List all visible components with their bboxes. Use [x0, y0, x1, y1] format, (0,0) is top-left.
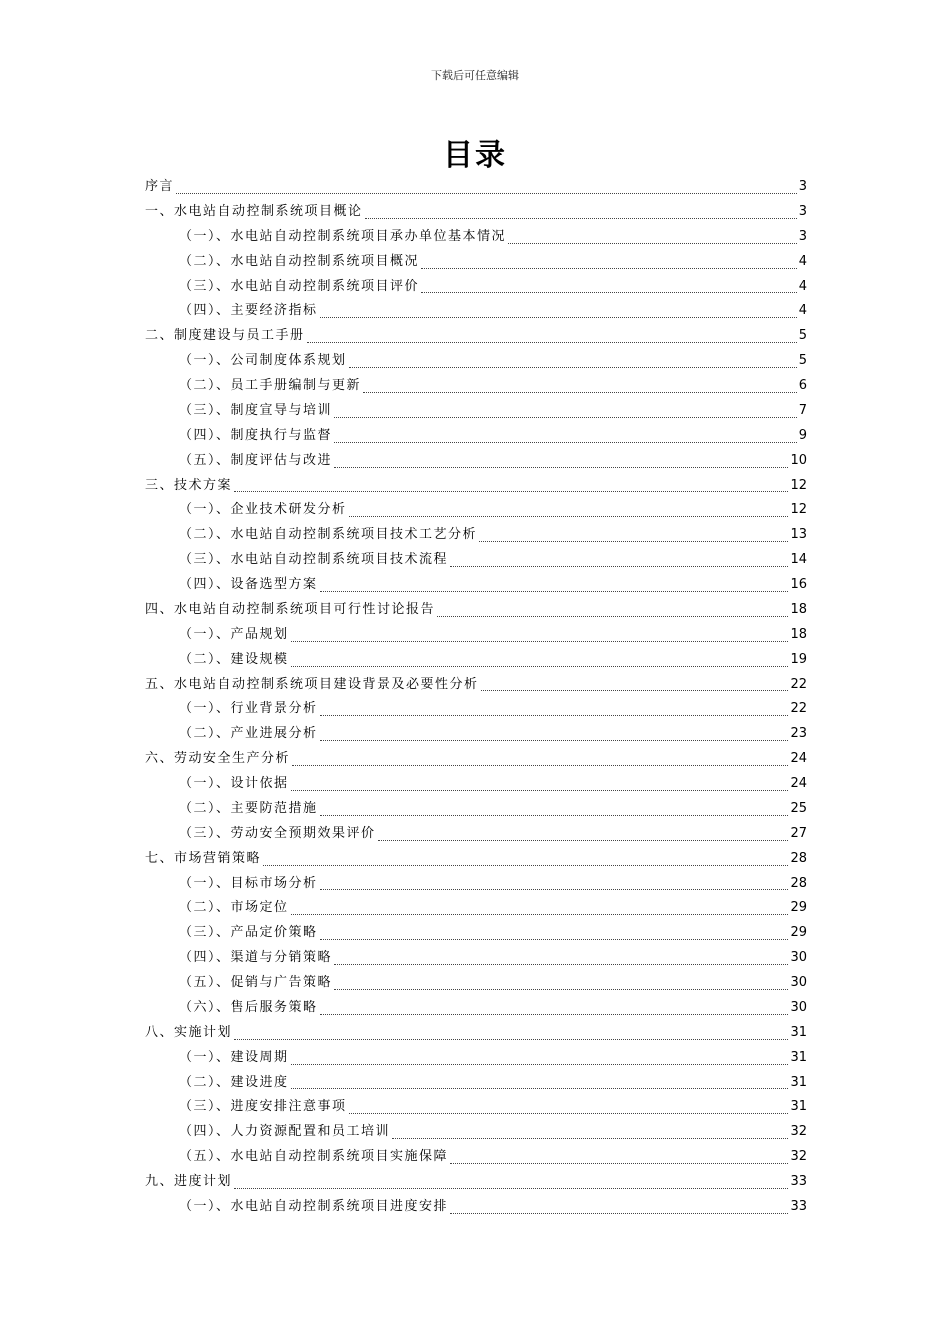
toc-entry[interactable]: [145, 349, 807, 374]
toc-entry[interactable]: [145, 747, 807, 772]
toc-entry[interactable]: [145, 946, 807, 971]
toc-entry-page-number: 12: [790, 502, 807, 518]
dot-leader: [176, 183, 797, 194]
dot-leader: [392, 1128, 788, 1139]
toc-entry-page-number: 32: [790, 1149, 807, 1165]
toc-entry-label: 九、进度计划: [145, 1174, 233, 1189]
toc-entry[interactable]: [145, 1170, 807, 1195]
dot-leader: [320, 1004, 789, 1015]
toc-entry-label: （四）、制度执行与监督: [179, 427, 333, 443]
toc-entry-label: （四）、渠道与分销策略: [179, 950, 333, 966]
toc-entry[interactable]: [145, 1120, 807, 1145]
dot-leader: [437, 606, 788, 617]
toc-entry[interactable]: [145, 673, 807, 698]
toc-entry-page-number: 28: [790, 875, 807, 891]
toc-entry-page-number: 30: [790, 975, 807, 990]
toc-entry-page-number: 14: [790, 552, 807, 568]
toc-entry-label: （一）、公司制度体系规划: [179, 353, 347, 369]
dot-leader: [234, 1029, 788, 1040]
toc-entry-label: 序言: [145, 179, 175, 194]
toc-entry-page-number: 31: [790, 1049, 807, 1065]
dot-leader: [291, 904, 789, 915]
toc-entry[interactable]: [145, 722, 807, 747]
toc-entry[interactable]: [145, 548, 807, 573]
toc-entry-page-number: 4: [798, 278, 807, 294]
toc-entry-label: （二）、市场定位: [179, 900, 289, 916]
toc-entry-page-number: 12: [790, 477, 807, 493]
toc-entry-label: 三、技术方案: [145, 477, 233, 493]
toc-entry[interactable]: [145, 896, 807, 921]
toc-entry[interactable]: [145, 1021, 807, 1046]
toc-entry-label: （一）、建设周期: [179, 1049, 289, 1065]
toc-entry[interactable]: [145, 498, 807, 523]
toc-entry-page-number: 23: [790, 726, 807, 742]
toc-entry[interactable]: [145, 1046, 807, 1071]
toc-entry-label: 四、水电站自动控制系统项目可行性讨论报告: [145, 601, 436, 617]
toc-entry-page-number: 9: [798, 427, 807, 443]
toc-entry-label: （一）、目标市场分析: [179, 875, 318, 891]
toc-entry-page-number: 24: [790, 776, 807, 791]
toc-entry-label: （一）、设计依据: [179, 776, 289, 791]
toc-entry-label: 一、水电站自动控制系统项目概论: [145, 203, 363, 219]
toc-entry-page-number: 18: [790, 601, 807, 617]
toc-entry-label: 七、市场营销策略: [145, 850, 262, 866]
toc-entry-label: （二）、水电站自动控制系统项目技术工艺分析: [179, 527, 478, 543]
toc-entry-page-number: 5: [798, 328, 807, 344]
toc-entry[interactable]: [145, 424, 807, 449]
toc-entry-label: （三）、水电站自动控制系统项目评价: [179, 278, 420, 294]
toc-entry-page-number: 10: [790, 452, 807, 468]
toc-entry[interactable]: [145, 324, 807, 349]
toc-entry[interactable]: [145, 847, 807, 872]
toc-entry-page-number: 30: [790, 999, 807, 1015]
toc-entry[interactable]: [145, 1095, 807, 1120]
toc-entry[interactable]: [145, 250, 807, 275]
toc-entry[interactable]: [145, 623, 807, 648]
toc-title: 目录: [443, 138, 507, 173]
toc-entry-label: 二、制度建设与员工手册: [145, 328, 305, 344]
toc-entry-label: （四）、人力资源配置和员工培训: [179, 1124, 391, 1140]
toc-entry-label: （二）、建设规模: [179, 651, 289, 667]
toc-entry-page-number: 33: [790, 1198, 807, 1214]
dot-leader: [349, 357, 797, 368]
toc-entry-page-number: 5: [798, 353, 807, 369]
toc-entry[interactable]: [145, 299, 807, 324]
dot-leader: [320, 929, 789, 940]
dot-leader: [450, 1153, 788, 1164]
toc-entry-page-number: 4: [798, 303, 807, 319]
dot-leader: [291, 1054, 789, 1065]
toc-entry[interactable]: [145, 275, 807, 300]
toc-entry[interactable]: [145, 399, 807, 424]
dot-leader: [363, 382, 797, 393]
toc-entry-page-number: 31: [790, 1024, 807, 1040]
toc-entry-label: （三）、水电站自动控制系统项目技术流程: [179, 552, 449, 568]
dot-leader: [450, 556, 788, 567]
dot-leader: [291, 631, 789, 642]
toc-entry-page-number: 28: [790, 850, 807, 866]
toc-entry-page-number: 27: [790, 825, 807, 841]
toc-entry-page-number: 18: [790, 626, 807, 642]
toc-entry-label: （四）、设备选型方案: [179, 577, 318, 592]
toc-entry[interactable]: [145, 573, 807, 598]
toc-entry-page-number: 16: [790, 577, 807, 592]
toc-entry-page-number: 3: [798, 228, 807, 244]
toc-entry-label: （一）、产品规划: [179, 626, 289, 642]
dot-leader: [334, 432, 797, 443]
toc-entry-page-number: 3: [798, 179, 807, 194]
dot-leader: [365, 208, 797, 219]
page-header-note: 下载后可任意编辑: [431, 69, 519, 82]
toc-entry[interactable]: [145, 474, 807, 499]
dot-leader: [349, 1103, 789, 1114]
toc-entry[interactable]: [145, 697, 807, 722]
toc-entry-page-number: 33: [790, 1174, 807, 1189]
dot-leader: [334, 407, 797, 418]
dot-leader: [320, 705, 789, 716]
toc-entry[interactable]: [145, 1071, 807, 1096]
toc-entry[interactable]: [145, 374, 807, 399]
toc-entry-label: （五）、制度评估与改进: [179, 452, 333, 468]
dot-leader: [421, 258, 797, 269]
toc-entry-label: 八、实施计划: [145, 1024, 233, 1040]
toc-entry-label: 六、劳动安全生产分析: [145, 751, 291, 767]
toc-entry-page-number: 7: [798, 402, 807, 418]
toc-entry-page-number: 31: [790, 1099, 807, 1115]
dot-leader: [291, 780, 789, 791]
toc-entry-page-number: 24: [790, 751, 807, 767]
dot-leader: [320, 879, 789, 890]
toc-entry-page-number: 4: [798, 253, 807, 269]
dot-leader: [334, 457, 788, 468]
toc-entry-page-number: 29: [790, 900, 807, 916]
toc-entry-label: （二）、员工手册编制与更新: [179, 378, 362, 393]
toc-entry[interactable]: [145, 1145, 807, 1170]
toc-entry-label: （三）、产品定价策略: [179, 925, 318, 941]
toc-entry[interactable]: [145, 822, 807, 847]
toc-entry-label: （二）、水电站自动控制系统项目概况: [179, 253, 420, 269]
dot-leader: [320, 307, 797, 318]
dot-leader: [263, 855, 788, 866]
toc-entry-label: （一）、水电站自动控制系统项目进度安排: [179, 1198, 449, 1214]
toc-entry-page-number: 25: [790, 800, 807, 816]
toc-entry-label: （四）、主要经济指标: [179, 303, 318, 319]
dot-leader: [334, 979, 788, 990]
dot-leader: [320, 730, 789, 741]
dot-leader: [479, 531, 788, 542]
dot-leader: [307, 332, 797, 343]
toc-entry-page-number: 31: [790, 1074, 807, 1090]
toc-entry-label: （五）、促销与广告策略: [179, 975, 333, 990]
toc-entry[interactable]: [145, 772, 807, 797]
toc-entry-label: （二）、产业进展分析: [179, 726, 318, 742]
toc-entry[interactable]: [145, 1195, 807, 1220]
dot-leader: [234, 1178, 788, 1189]
table-of-contents: [145, 175, 807, 1220]
toc-entry-label: 五、水电站自动控制系统项目建设背景及必要性分析: [145, 676, 479, 692]
toc-entry[interactable]: [145, 598, 807, 623]
toc-entry[interactable]: [145, 449, 807, 474]
toc-entry[interactable]: [145, 200, 807, 225]
dot-leader: [292, 755, 788, 766]
dot-leader: [334, 954, 788, 965]
toc-entry-page-number: 29: [790, 925, 807, 941]
toc-entry-page-number: 32: [790, 1124, 807, 1140]
toc-entry-page-number: 3: [798, 203, 807, 219]
toc-entry-page-number: 6: [798, 378, 807, 393]
dot-leader: [421, 282, 797, 293]
toc-entry-page-number: 13: [790, 527, 807, 543]
toc-entry[interactable]: [145, 225, 807, 250]
toc-entry-label: （三）、劳动安全预期效果评价: [179, 825, 376, 841]
toc-entry-page-number: 19: [790, 651, 807, 667]
toc-entry-page-number: 30: [790, 950, 807, 966]
toc-entry-label: （一）、行业背景分析: [179, 701, 318, 717]
toc-entry-label: （二）、主要防范措施: [179, 800, 318, 816]
toc-entry[interactable]: [145, 872, 807, 897]
dot-leader: [291, 1078, 789, 1089]
toc-entry-page-number: 22: [790, 676, 807, 692]
toc-entry[interactable]: [145, 996, 807, 1021]
dot-leader: [508, 233, 797, 244]
toc-entry-label: （三）、制度宣导与培训: [179, 402, 333, 418]
dot-leader: [320, 805, 789, 816]
dot-leader: [320, 581, 789, 592]
toc-entry-label: （三）、进度安排注意事项: [179, 1099, 347, 1115]
toc-entry[interactable]: [145, 971, 807, 996]
dot-leader: [234, 481, 788, 492]
toc-entry-label: （二）、建设进度: [179, 1074, 289, 1090]
toc-entry[interactable]: [145, 175, 807, 200]
dot-leader: [291, 656, 789, 667]
dot-leader: [378, 830, 789, 841]
toc-entry[interactable]: [145, 523, 807, 548]
dot-leader: [450, 1203, 788, 1214]
toc-entry[interactable]: [145, 797, 807, 822]
toc-entry-label: （一）、企业技术研发分析: [179, 502, 347, 518]
toc-entry-label: （五）、水电站自动控制系统项目实施保障: [179, 1149, 449, 1165]
dot-leader: [481, 680, 789, 691]
toc-entry[interactable]: [145, 648, 807, 673]
toc-entry-label: （一）、水电站自动控制系统项目承办单位基本情况: [179, 228, 507, 244]
toc-entry[interactable]: [145, 921, 807, 946]
dot-leader: [349, 506, 789, 517]
toc-entry-page-number: 22: [790, 701, 807, 717]
toc-entry-label: （六）、售后服务策略: [179, 999, 318, 1015]
